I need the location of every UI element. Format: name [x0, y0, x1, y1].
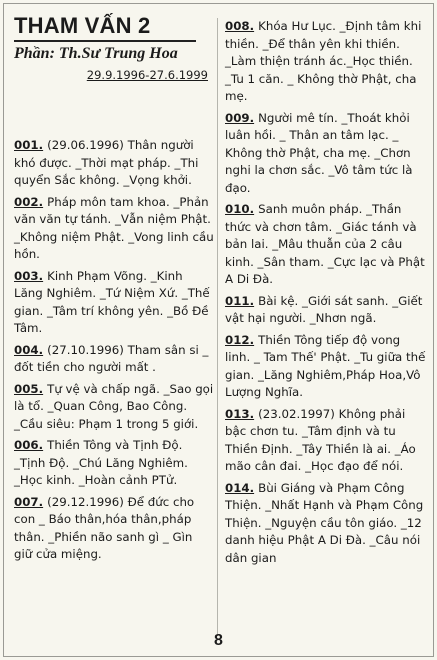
left-entry-list	[14, 137, 214, 564]
page-number: 8	[214, 632, 223, 649]
entry-text: Tự vệ và chấp ngã. _Sao gọi là tổ. _Quan Công, Bao Công. _Cầu siêu: Phạm 1 trong 5 giới.	[14, 381, 214, 431]
left-column	[14, 13, 214, 568]
entry-008	[225, 18, 429, 106]
entry-006	[14, 437, 214, 490]
entry-009	[225, 110, 429, 198]
entry-text: Sanh muôn pháp. _Thần thức và chơn tâm. _Giác tánh và bản lai. _Mâu thuẫn của 2 câu kinh. _Sân tham. _Cực lạc và Phật A Di Đà.	[225, 202, 425, 286]
entry-011	[225, 293, 429, 328]
entry-014	[225, 480, 429, 568]
entry-text: (23.02.1997) Không phải bậc chơn tu. _Tâm định và tu Thiền Định. _Tây Thiền là ai. _Áo mão cân đai. _Học đạo để nói.	[225, 406, 416, 473]
entry-text: (27.10.1996) Tham sân si _ đốt tiền cho người mất .	[14, 342, 209, 374]
entry-002	[14, 194, 214, 264]
entry-text: Khóa Hư Lục. _Định tâm khi thiền. _Để thân yên khi thiền. _Làm thiện tránh ác._Học thiền. _Tu 1 căn. _ Không thờ Phật, cha mẹ.	[225, 19, 422, 103]
entry-005	[14, 381, 214, 434]
entry-number: 008.	[225, 19, 255, 33]
entry-007	[14, 494, 214, 564]
entry-number: 006.	[14, 438, 44, 452]
entry-010	[225, 201, 429, 289]
date-range: 29.9.1996-27.6.1999	[86, 68, 208, 82]
entry-number: 002.	[14, 194, 44, 209]
entry-text: Kinh Phạm Võng. _Kinh Lăng Nghiêm. _Tứ Niệm Xứ. _Thế gian. _Tâm trí không yên. _Bồ Đề Tâm.	[14, 268, 210, 335]
entry-text: Thiền Tông tiếp độ vong linh. _ Tam Thế' Phật. _Tu giữa thế gian. _Lăng Nghiêm,Pháp Hoa,Vô Lượng Nghĩa.	[225, 332, 426, 399]
entry-number: 011.	[225, 293, 255, 308]
entry-number: 001.	[14, 138, 44, 152]
entry-013	[225, 406, 429, 476]
entry-text: (29.06.1996) Thân người khó được. _Thời mạt pháp. _Thi quyển Sắc không. _Vọng khởi.	[14, 138, 199, 187]
title-underline	[14, 40, 196, 42]
entry-004	[14, 342, 214, 377]
entry-number: 010.	[225, 202, 255, 216]
page-subtitle: Phần: Th.Sư Trung Hoa	[14, 45, 178, 62]
entry-001	[14, 137, 214, 190]
column-divider	[217, 18, 218, 636]
page-title: THAM VẤN 2	[14, 13, 151, 38]
entry-number: 009.	[225, 110, 255, 125]
entry-number: 004.	[14, 342, 44, 357]
entry-number: 005.	[14, 381, 44, 396]
entry-number: 013.	[225, 406, 255, 421]
entry-number: 012.	[225, 332, 255, 347]
entry-text: Pháp môn tam khoa. _Phản văn văn tự tánh. _Vẫn niệm Phật. _Không niệm Phật. _Vong linh cầu hồn.	[14, 194, 214, 261]
entry-number: 007.	[14, 494, 44, 509]
entry-number: 014.	[225, 480, 255, 495]
entry-text: Thiền Tông và Tịnh Độ. _Tịnh Độ. _Chú Lăng Nghiêm. _Học kinh. _Hoàn cảnh PTử.	[14, 438, 188, 487]
entry-text: Bài kệ. _Giới sát sanh. _Giết vật hại người. _Nhơn ngã.	[225, 293, 423, 325]
right-column	[225, 18, 429, 571]
entry-012	[225, 332, 429, 402]
entry-number: 003.	[14, 268, 44, 283]
entry-text: Bùi Giáng và Phạm Công Thiện. _Nhất Hạnh và Phạm Công Thiện. _Nguyện cầu tôn giáo. _12 danh hiệu Phật A Di Đà. _Câu nói dân gian	[225, 480, 424, 565]
entry-003	[14, 268, 214, 338]
entry-text: (29.12.1996) Để đức cho con _ Báo thân,hóa thân,pháp thân. _Phiền não sanh gì _ Gìn giữ cửa miệng.	[14, 494, 195, 561]
entry-text: Người mê tín. _Thoát khỏi luân hồi. _ Thân an tâm lạc. _ Không thờ Phật, cha mẹ. _Chơn nghi la chơn sắc. _Vô tâm tức là đạo.	[225, 110, 413, 195]
